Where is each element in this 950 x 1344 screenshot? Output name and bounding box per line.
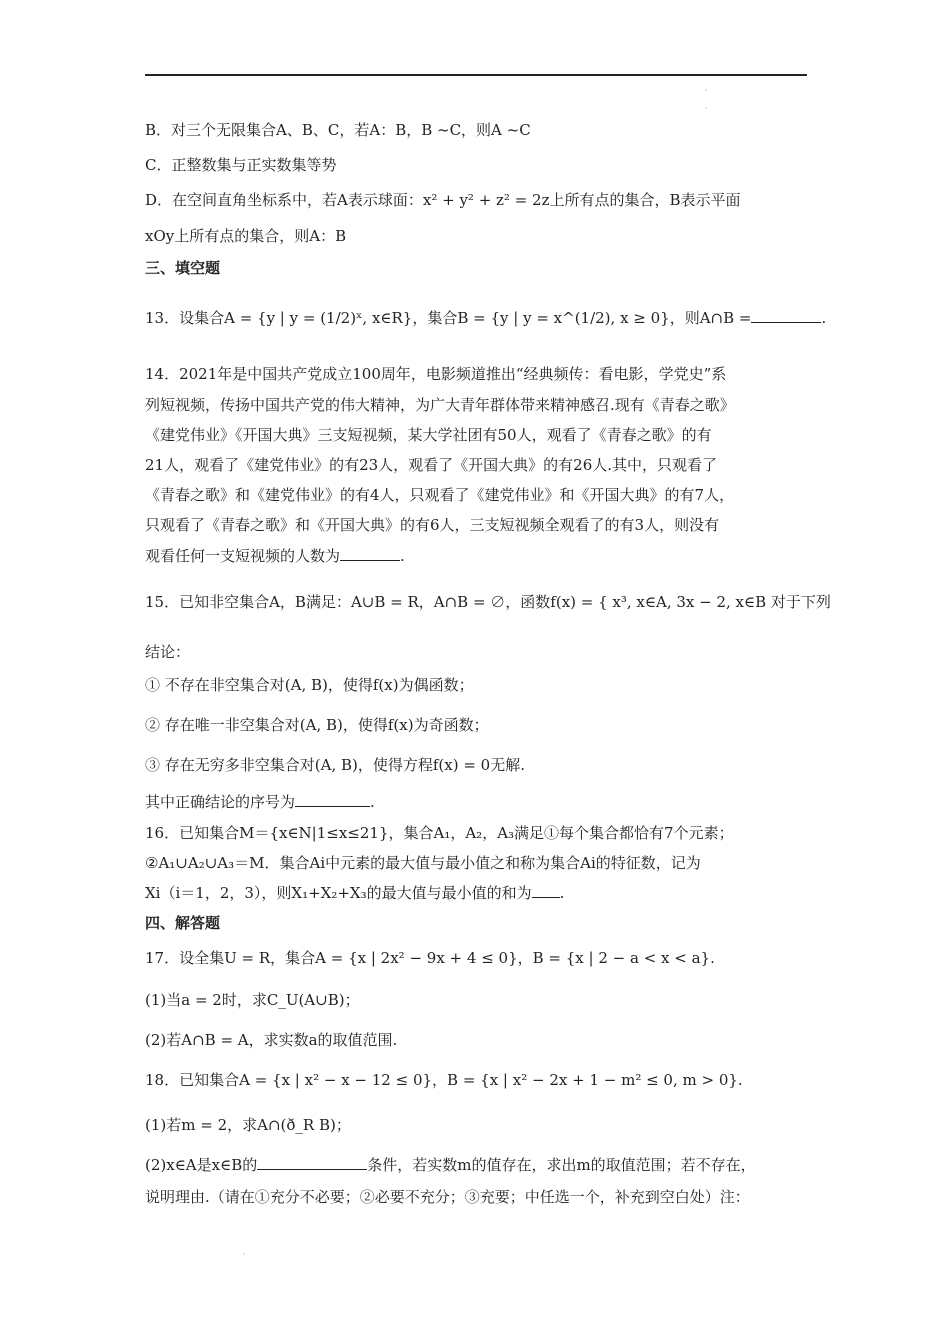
question-14-line-7 (145, 546, 405, 566)
option-b: B．对三个无限集合A、B、C，若A：B，B ~C，则A ~C (145, 121, 531, 139)
option-d-cont: xOy上所有点的集合，则A：B (145, 227, 347, 245)
question-16-text: Xi（i＝1，2，3），则X₁+X₂+X₃的最大值与最小值的和为 (145, 884, 532, 902)
question-14-line-5: 《青春之歌》和《建党伟业》的有4人，只观看了《建党伟业》和《开国大典》的有7人， (145, 486, 735, 504)
question-14-line-2: 列短视频，传扬中国共产党的伟大精神，为广大青年群体带来精神感召.现有《青春之歌》 (145, 396, 735, 414)
question-15-ask (145, 792, 375, 812)
question-14-line-3: 《建党伟业》《开国大典》三支短视频，某大学社团有50人，观看了《青春之歌》的有 (145, 426, 712, 444)
question-15: 15．已知非空集合A，B满足：A∪B = R，A∩B = ∅，函数f(x) = { x³, x∈A, 3x − 2, x∈B 对于下列 (145, 593, 831, 611)
question-17-part-2: (2)若A∩B = A，求实数a的取值范围. (145, 1031, 398, 1049)
question-13 (145, 308, 826, 328)
answer-blank[interactable] (295, 792, 370, 807)
page-mark: · (243, 1250, 246, 1259)
question-15-conclusions: 结论： (145, 643, 191, 661)
answer-blank[interactable] (751, 308, 821, 323)
answer-blank[interactable] (340, 546, 400, 561)
page-mark: · (705, 86, 708, 95)
question-14-text: 观看任何一支短视频的人数为 (145, 547, 341, 565)
question-18-text: (2)x∈A是x∈B的 (145, 1156, 258, 1174)
option-d: D．在空间直角坐标系中，若A表示球面：x² + y² + z² = 2z上所有点的集合，B表示平面 (145, 191, 741, 209)
answer-blank[interactable] (257, 1155, 367, 1170)
section-fill-in: 三、填空题 (145, 259, 221, 277)
question-18-part-1: (1)若m = 2，求A∩(ð_R B)； (145, 1116, 351, 1134)
section-answers: 四、解答题 (145, 914, 221, 932)
question-14-line-6: 只观看了《青春之歌》和《开国大典》的有6人，三支短视频全观看了的有3人，则没有 (145, 516, 720, 534)
question-18: 18．已知集合A = {x | x² − x − 12 ≤ 0}，B = {x | x² − 2x + 1 − m² ≤ 0, m > 0}. (145, 1071, 743, 1089)
question-15-text: 其中正确结论的序号为 (145, 793, 296, 811)
question-16-line-3 (145, 883, 564, 903)
option-c: C．正整数集与正实数集等势 (145, 156, 337, 174)
question-13-end: . (821, 309, 827, 327)
question-16-line-1: 16．已知集合M＝{x∈N|1≤x≤21}，集合A₁，A₂，A₃满足①每个集合都恰有7个元素； (145, 824, 734, 842)
conclusion-2: ② 存在唯一非空集合对(A, B)，使得f(x)为奇函数； (145, 716, 489, 734)
question-18-text-cont: 条件，若实数m的值存在，求出m的取值范围；若不存在， (367, 1156, 756, 1174)
question-18-part-2 (145, 1155, 756, 1175)
question-14-line-4: 21人，观看了《建党伟业》的有23人，观看了《开国大典》的有26人.其中，只观看了 (145, 456, 718, 474)
conclusion-1: ① 不存在非空集合对(A, B)，使得f(x)为偶函数； (145, 676, 474, 694)
question-15-end: . (370, 793, 375, 811)
header-rule (145, 74, 807, 76)
question-14-end: . (400, 547, 405, 565)
question-18-note: 说明理由.（请在①充分不必要；②必要不充分；③充要；中任选一个，补充到空白处）注： (145, 1188, 750, 1206)
question-13-text: 13．设集合A = {y | y = (1/2)ˣ, x∈R}，集合B = {y | y = x^(1/2), x ≥ 0}，则A∩B = (145, 309, 752, 327)
answer-blank[interactable] (532, 883, 560, 898)
question-16-end: . (559, 884, 565, 902)
question-14-line-1: 14．2021年是中国共产党成立100周年，电影频道推出“经典频传：看电影，学党史”系 (145, 365, 727, 383)
conclusion-3: ③ 存在无穷多非空集合对(A, B)，使得方程f(x) = 0无解. (145, 756, 525, 774)
question-17: 17．设全集U = R，集合A = {x | 2x² − 9x + 4 ≤ 0}，B = {x | 2 − a < x < a}. (145, 949, 715, 967)
question-16-line-2: ②A₁∪A₂∪A₃＝M．集合Ai中元素的最大值与最小值之和称为集合Ai的特征数，记为 (145, 854, 701, 872)
page-mark: · (705, 104, 708, 113)
question-17-part-1: (1)当a = 2时，求C_U(A∪B)； (145, 991, 360, 1009)
